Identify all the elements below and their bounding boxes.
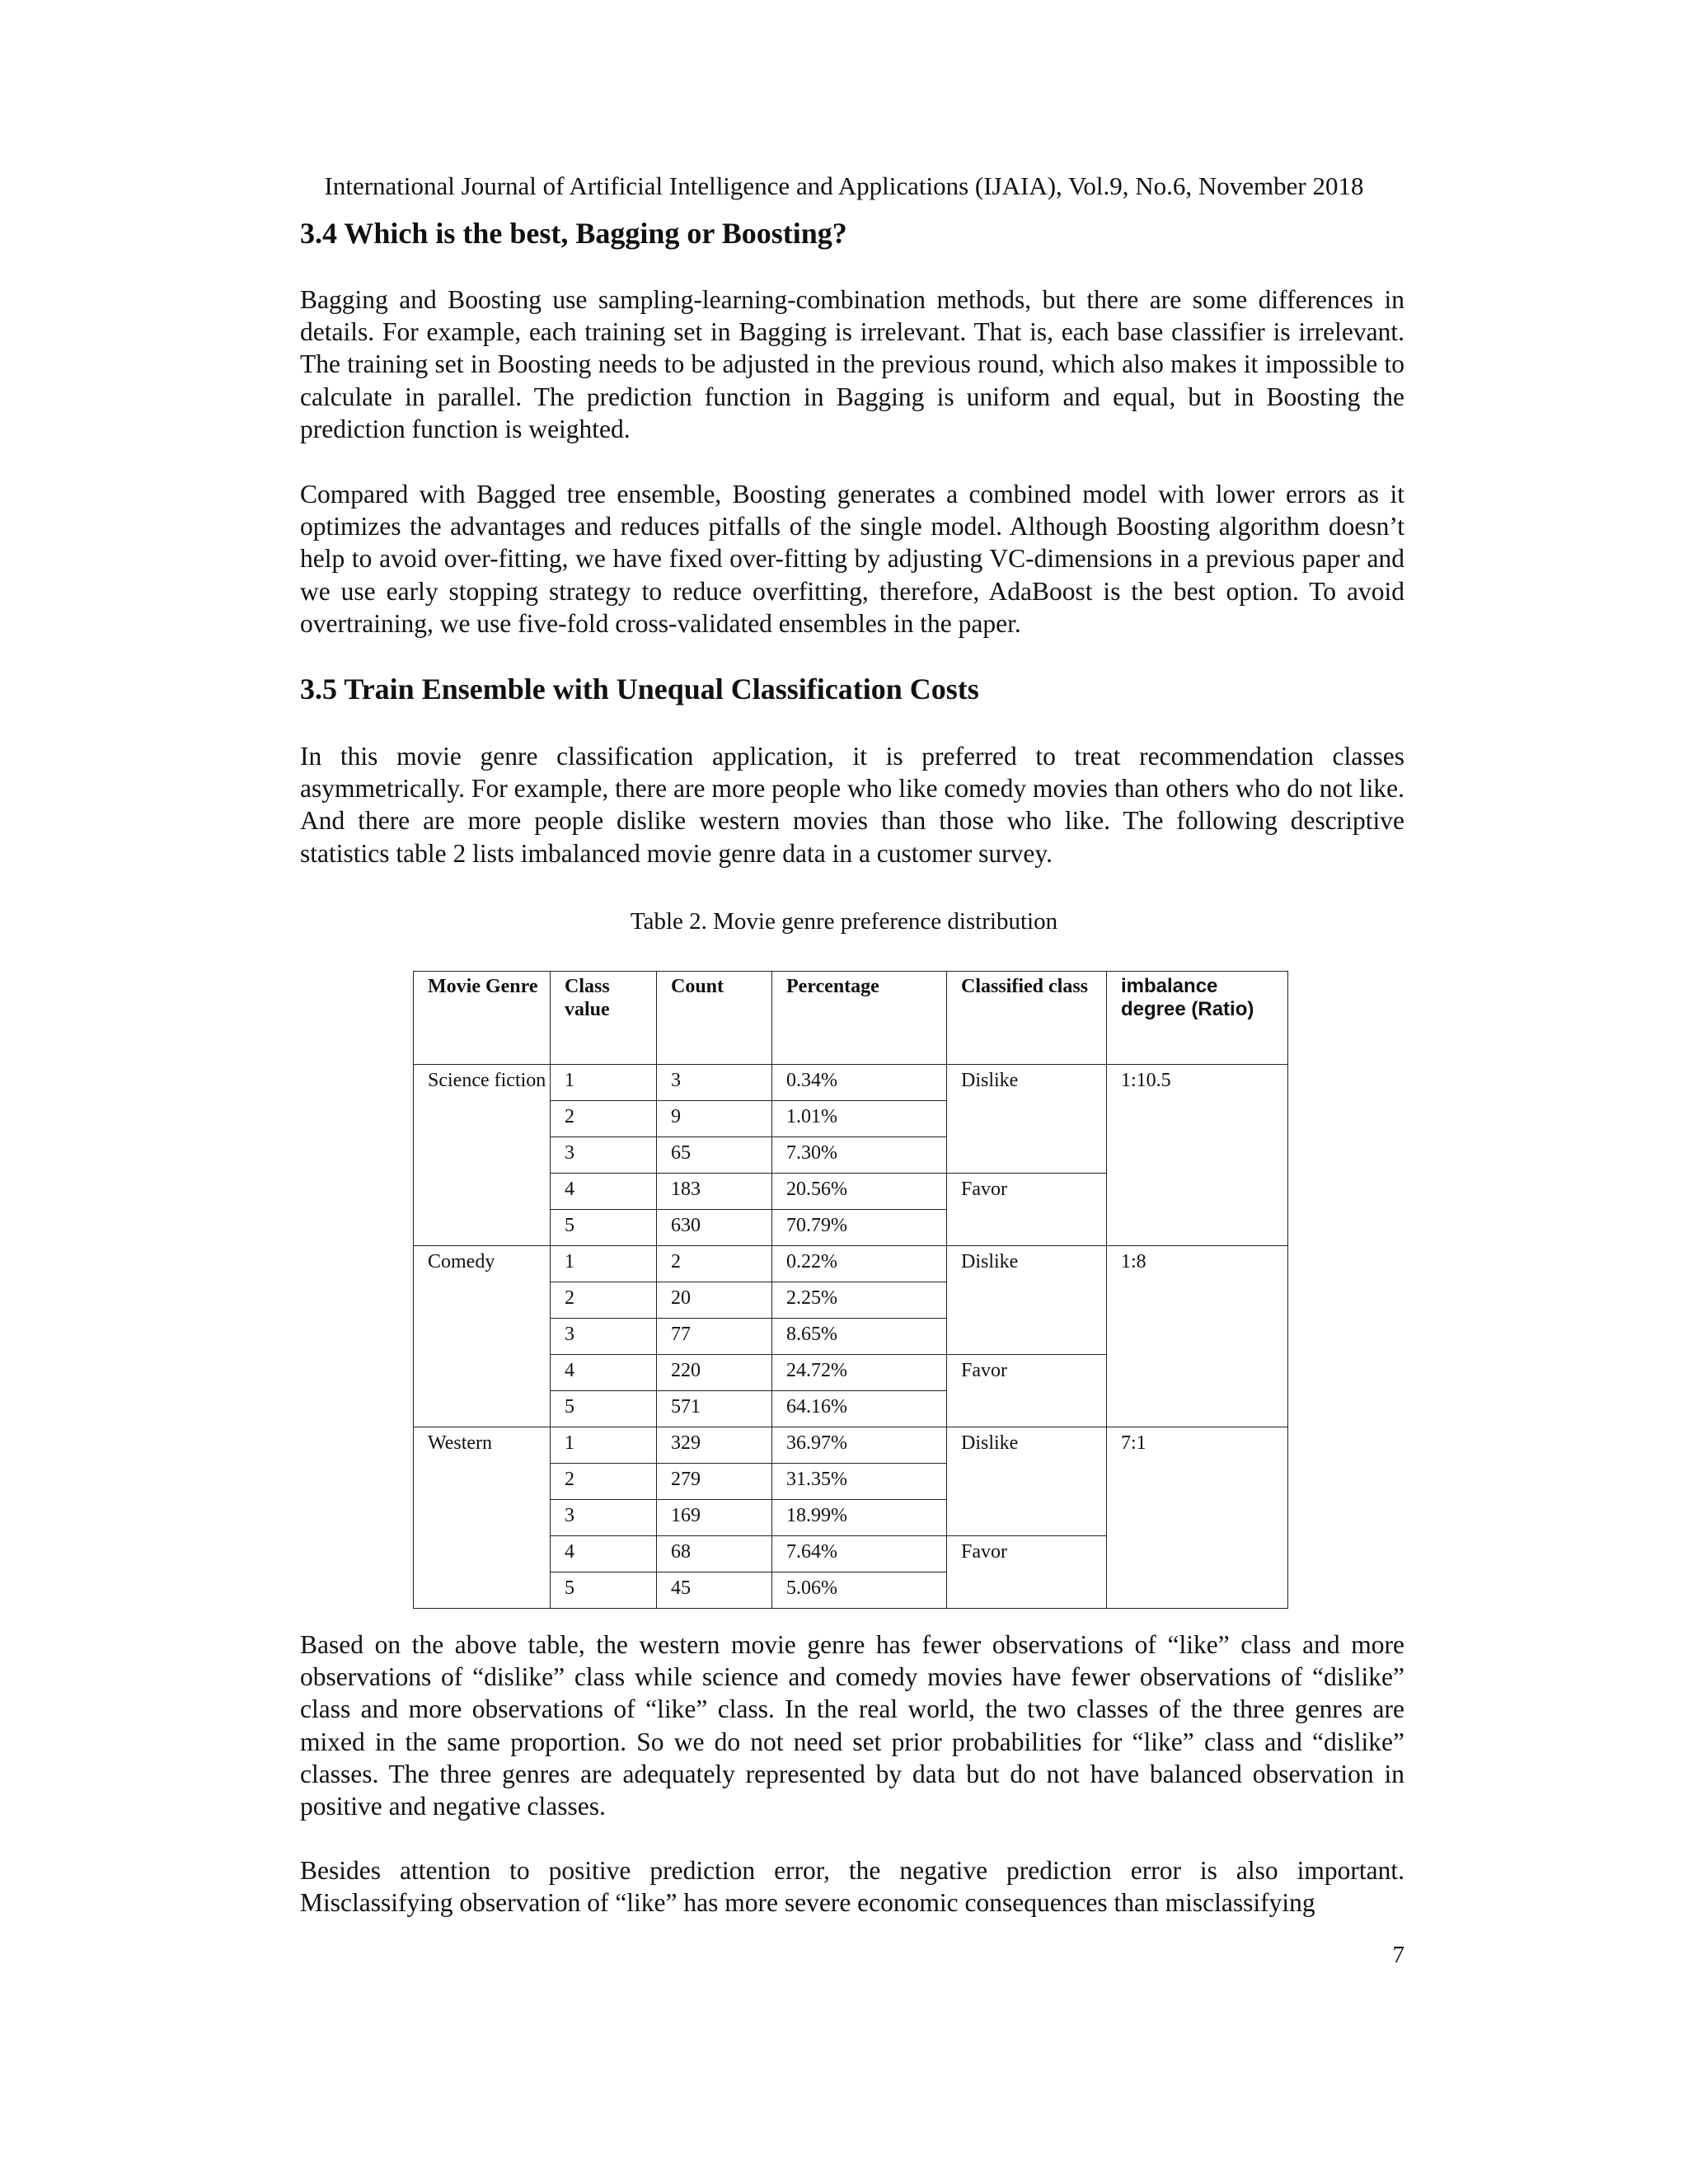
class-value-cell: 4 — [551, 1536, 657, 1572]
header-count: Count — [657, 972, 772, 1065]
header-classified-class: Classified class — [947, 972, 1107, 1065]
page-number: 7 — [1392, 1942, 1404, 1968]
count-cell: 571 — [657, 1391, 772, 1427]
header-movie-genre: Movie Genre — [414, 972, 551, 1065]
class-value-cell: 2 — [551, 1101, 657, 1137]
class-value-cell: 1 — [551, 1427, 657, 1464]
count-cell: 183 — [657, 1174, 772, 1210]
genre-distribution-table — [413, 971, 1288, 1609]
count-cell: 45 — [657, 1572, 772, 1609]
percentage-cell: 5.06% — [772, 1572, 947, 1609]
classified-class-cell: Favor — [947, 1355, 1107, 1427]
header-class-value: Class value — [551, 972, 657, 1065]
section-3-4-heading: 3.4 Which is the best, Bagging or Boosting? — [300, 217, 847, 250]
percentage-cell: 24.72% — [772, 1355, 947, 1391]
percentage-cell: 64.16% — [772, 1391, 947, 1427]
table-caption: Table 2. Movie genre preference distribution — [630, 908, 1058, 935]
class-value-cell: 4 — [551, 1355, 657, 1391]
class-value-cell: 5 — [551, 1210, 657, 1246]
header-percentage: Percentage — [772, 972, 947, 1065]
imbalance-ratio-cell: 7:1 — [1107, 1427, 1288, 1609]
imbalance-ratio-cell: 1:10.5 — [1107, 1065, 1288, 1246]
count-cell: 77 — [657, 1319, 772, 1355]
classified-class-cell: Favor — [947, 1536, 1107, 1609]
percentage-cell: 18.99% — [772, 1500, 947, 1536]
count-cell: 9 — [657, 1101, 772, 1137]
count-cell: 65 — [657, 1137, 772, 1174]
table-row — [414, 1427, 1288, 1464]
genre-cell: Comedy — [414, 1246, 551, 1427]
section-3-5-heading: 3.5 Train Ensemble with Unequal Classification Costs — [300, 673, 979, 705]
percentage-cell: 7.30% — [772, 1137, 947, 1174]
count-cell: 630 — [657, 1210, 772, 1246]
class-value-cell: 3 — [551, 1319, 657, 1355]
class-value-cell: 4 — [551, 1174, 657, 1210]
percentage-cell: 36.97% — [772, 1427, 947, 1464]
count-cell: 68 — [657, 1536, 772, 1572]
section-3-5-paragraph-2: Based on the above table, the western movie genre has fewer observations of “like” class and more observations of “dislike” class while science and comedy movies have fewer observations of “dislike” class and more observations of “like” class. In the real world, the two classes of the three genres are mixed in the same proportion. So we do not need set prior probabilities for “like” class and “dislike” classes. The three genres are adequately represented by data but do not have balanced observation in positive and negative classes. — [300, 1630, 1404, 1821]
percentage-cell: 2.25% — [772, 1282, 947, 1319]
genre-cell: Science fiction — [414, 1065, 551, 1246]
count-cell: 329 — [657, 1427, 772, 1464]
class-value-cell: 1 — [551, 1246, 657, 1282]
class-value-cell: 5 — [551, 1391, 657, 1427]
class-value-cell: 2 — [551, 1282, 657, 1319]
count-cell: 20 — [657, 1282, 772, 1319]
count-cell: 169 — [657, 1500, 772, 1536]
table-header-row — [414, 972, 1288, 1065]
imbalance-ratio-cell: 1:8 — [1107, 1246, 1288, 1427]
running-header: International Journal of Artificial Intelligence and Applications (IJAIA), Vol.9, No.6, November 2018 — [324, 171, 1364, 200]
percentage-cell: 31.35% — [772, 1464, 947, 1500]
section-3-4-paragraph-2: Compared with Bagged tree ensemble, Boosting generates a combined model with lower errors as it optimizes the advantages and reduces pitfalls of the single model. Although Boosting algorithm doesn’t help to avoid over-fitting, we have fixed over-fitting by adjusting VC-dimensions in a previous paper and we use early stopping strategy to reduce overfitting, therefore, AdaBoost is the best option. To avoid overtraining, we use five-fold cross-validated ensembles in the paper. — [300, 480, 1404, 638]
class-value-cell: 3 — [551, 1137, 657, 1174]
percentage-cell: 20.56% — [772, 1174, 947, 1210]
classified-class-cell: Favor — [947, 1174, 1107, 1246]
count-cell: 3 — [657, 1065, 772, 1101]
percentage-cell: 7.64% — [772, 1536, 947, 1572]
count-cell: 220 — [657, 1355, 772, 1391]
percentage-cell: 70.79% — [772, 1210, 947, 1246]
class-value-cell: 3 — [551, 1500, 657, 1536]
section-3-5-paragraph-3: Besides attention to positive prediction error, the negative prediction error is also important. Misclassifying observation of “like” has more severe economic consequences than misclassifying — [300, 1856, 1404, 1918]
count-cell: 279 — [657, 1464, 772, 1500]
table-row — [414, 1246, 1288, 1282]
class-value-cell: 2 — [551, 1464, 657, 1500]
percentage-cell: 0.22% — [772, 1246, 947, 1282]
header-imbalance-degree: imbalance degree (Ratio) — [1107, 972, 1288, 1065]
percentage-cell: 1.01% — [772, 1101, 947, 1137]
classified-class-cell: Dislike — [947, 1427, 1107, 1536]
section-3-4-paragraph-1: Bagging and Boosting use sampling-learning-combination methods, but there are some differences in details. For example, each training set in Bagging is irrelevant. That is, each base classifier is irrelevant. The training set in Boosting needs to be adjusted in the previous round, which also makes it impossible to calculate in parallel. The prediction function in Bagging is uniform and equal, but in Boosting the prediction function is weighted. — [300, 285, 1404, 443]
section-3-5-paragraph-1: In this movie genre classification application, it is preferred to treat recommendation classes asymmetrically. For example, there are more people who like comedy movies than others who do not like. And there are more people dislike western movies than those who like. The following descriptive statistics table 2 lists imbalanced movie genre data in a customer survey. — [300, 742, 1404, 868]
percentage-cell: 0.34% — [772, 1065, 947, 1101]
percentage-cell: 8.65% — [772, 1319, 947, 1355]
class-value-cell: 5 — [551, 1572, 657, 1609]
genre-cell: Western — [414, 1427, 551, 1609]
classified-class-cell: Dislike — [947, 1065, 1107, 1174]
table-row — [414, 1065, 1288, 1101]
count-cell: 2 — [657, 1246, 772, 1282]
classified-class-cell: Dislike — [947, 1246, 1107, 1355]
class-value-cell: 1 — [551, 1065, 657, 1101]
